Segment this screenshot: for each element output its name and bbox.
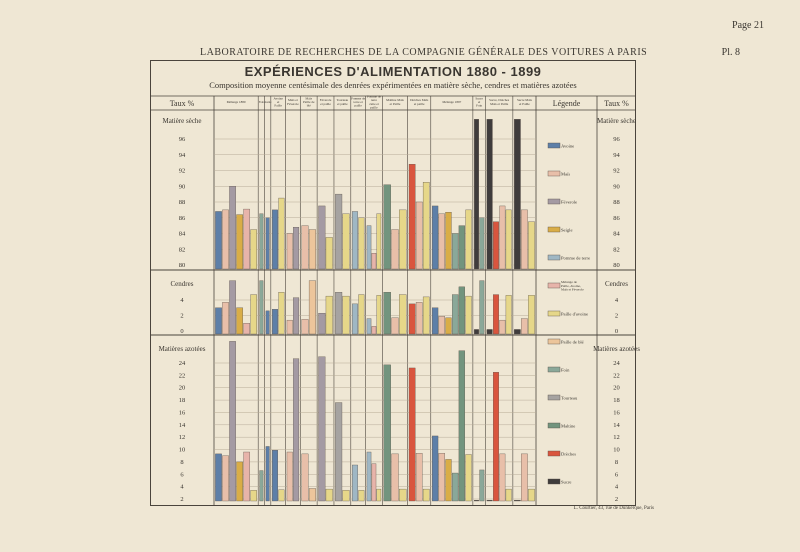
bar [215, 454, 221, 501]
right-tick-label: 90 [613, 183, 620, 191]
bar [359, 218, 365, 269]
bar [459, 287, 465, 334]
bar [528, 222, 534, 269]
printer-credit: L. Courtier, 43, rue de Dunkerque, Paris [573, 506, 654, 511]
bar [506, 489, 512, 501]
bar [287, 234, 293, 270]
bar [352, 304, 358, 334]
bar [266, 218, 270, 269]
legend-swatch [548, 423, 560, 428]
bar [302, 454, 309, 501]
group-label: Maïs Paille de blé [302, 96, 315, 108]
bar [487, 329, 493, 334]
group-label: Sucre, Drèches Maïs et Paille [489, 98, 510, 106]
bar [266, 311, 270, 334]
bar [452, 473, 458, 501]
bar [423, 297, 429, 334]
right-panel-name: Matière sèche [596, 117, 637, 125]
legend-label: Foin [561, 367, 570, 373]
right-tick-label: 2 [614, 312, 619, 320]
bar [222, 210, 228, 269]
left-tick-label: 16 [178, 409, 186, 417]
left-tick-label: 92 [178, 167, 186, 175]
bar [423, 489, 429, 501]
bar [446, 459, 452, 501]
bar [251, 295, 257, 334]
bar [319, 206, 326, 269]
bar [487, 500, 493, 501]
bar [446, 318, 452, 334]
left-tick-label: 0 [180, 328, 184, 335]
bar [279, 198, 285, 269]
bar [493, 222, 499, 269]
bar [335, 292, 342, 334]
left-tick-label: 80 [178, 262, 186, 269]
bar [266, 446, 270, 501]
right-tick-label: 18 [613, 397, 620, 405]
bar [352, 465, 358, 501]
bar [474, 119, 479, 269]
bar [480, 281, 485, 334]
right-tick-label: 10 [613, 446, 620, 454]
left-tick-label: 2 [180, 496, 184, 503]
bar [367, 452, 371, 501]
right-tick-label: 0 [614, 328, 619, 335]
bar [279, 490, 285, 501]
legend-swatch [548, 143, 560, 148]
bar [521, 210, 527, 269]
bar [399, 489, 406, 501]
bar [309, 230, 316, 269]
plate-number: Pl. 8 [721, 47, 740, 58]
bar [493, 295, 499, 334]
bar [480, 470, 485, 501]
right-tick-label: 24 [613, 360, 620, 367]
bar [459, 226, 465, 269]
bar [452, 295, 458, 334]
bar [409, 164, 415, 269]
bar [493, 372, 499, 501]
bar [459, 351, 465, 501]
bar [392, 230, 399, 269]
bar [260, 281, 264, 334]
left-tick-label: 86 [178, 214, 186, 222]
bar [287, 320, 293, 334]
right-tick-label: 82 [613, 246, 620, 254]
page-number: Page 21 [732, 20, 764, 31]
bar [521, 319, 527, 334]
left-tick-label: 4 [180, 297, 184, 304]
bar [272, 210, 278, 269]
right-tick-label: 92 [613, 167, 620, 175]
bar [359, 295, 365, 334]
right-tick-label: 14 [613, 421, 620, 429]
left-tick-label: 82 [178, 246, 186, 254]
legend-swatch [548, 395, 560, 400]
group-label: Pomme de terre cuite et paille [366, 94, 381, 110]
left-panel-name: Matières azotées [158, 345, 206, 353]
right-tick-label: 4 [614, 483, 619, 491]
bar [244, 323, 250, 334]
right-axis-header: Taux % [604, 99, 629, 108]
bar [319, 357, 326, 501]
group-label: Avoine et Paille [273, 96, 283, 108]
left-tick-label: 84 [178, 230, 186, 238]
left-axis-header: Taux % [169, 99, 195, 108]
left-tick-label: 90 [178, 183, 186, 191]
bar [352, 211, 358, 269]
bar [319, 313, 326, 334]
bar [367, 319, 371, 334]
bar [326, 296, 333, 334]
left-tick-label: 2 [180, 312, 184, 320]
left-panel-name: Matière sèche [162, 117, 202, 125]
bar [416, 202, 422, 269]
right-tick-label: 16 [613, 409, 620, 417]
bar [439, 214, 445, 269]
bar [528, 489, 534, 501]
bar [466, 210, 472, 269]
bar [384, 292, 391, 334]
bar [416, 453, 422, 501]
bar [409, 304, 415, 334]
legend-title: Légende [552, 99, 581, 108]
legend-swatch [548, 255, 560, 260]
group-label: Drèches Maïs et paille [410, 98, 429, 106]
bar [229, 281, 235, 334]
bar [244, 209, 250, 269]
bar [432, 308, 438, 334]
bar [215, 308, 221, 334]
bar [487, 119, 493, 269]
left-tick-label: 20 [178, 384, 186, 392]
bar [446, 212, 452, 269]
bar [466, 454, 472, 501]
bar [423, 182, 429, 269]
bar [416, 302, 422, 334]
legend-label: Maïs [561, 171, 571, 177]
bar [399, 295, 406, 334]
legend-swatch [548, 227, 560, 232]
bar [302, 319, 309, 334]
legend-swatch [548, 451, 560, 456]
right-tick-label: 22 [613, 372, 620, 380]
bar [309, 488, 316, 501]
legend-swatch [548, 199, 560, 204]
legend-label: Tourteau [561, 395, 578, 401]
bar [372, 464, 376, 501]
legend-label: Pomme de terre [561, 255, 591, 261]
left-tick-label: 14 [178, 421, 186, 429]
bar [335, 194, 342, 269]
bar [439, 453, 445, 501]
right-tick-label: 94 [613, 151, 620, 159]
right-tick-label: 80 [613, 262, 620, 269]
bar [236, 308, 242, 334]
bar [272, 450, 278, 501]
bar [222, 302, 228, 334]
left-tick-label: 10 [178, 446, 186, 454]
bar [432, 206, 438, 269]
right-tick-label: 6 [614, 471, 619, 479]
right-tick-label: 8 [614, 458, 619, 466]
bar [474, 500, 479, 501]
left-panel-name: Cendres [170, 280, 194, 288]
legend-label: Maltine [561, 423, 576, 429]
legend-label: Avoine [561, 143, 575, 149]
right-tick-label: 4 [614, 297, 619, 304]
bar [372, 253, 376, 269]
left-tick-label: 94 [178, 151, 186, 159]
left-tick-label: 4 [180, 483, 184, 491]
bar [432, 436, 438, 501]
legend-swatch [548, 367, 560, 372]
legend-swatch [548, 283, 560, 288]
bar [399, 210, 406, 269]
legend-label: Paille d'avoine [561, 311, 588, 317]
right-tick-label: 84 [613, 230, 620, 238]
left-tick-label: 18 [178, 397, 186, 405]
left-tick-label: 12 [178, 434, 186, 442]
bar [215, 211, 221, 269]
bar [343, 296, 350, 334]
bar [251, 490, 257, 501]
bar [272, 309, 278, 334]
left-tick-label: 22 [178, 372, 186, 380]
bar [372, 326, 376, 334]
bar [514, 500, 520, 501]
bar [452, 234, 458, 270]
bar [287, 452, 293, 501]
bar [367, 226, 371, 269]
bar [377, 214, 381, 269]
group-label: Mélange 1897 [442, 100, 462, 104]
group-label: Avoine [263, 101, 272, 104]
bar [229, 341, 235, 501]
right-tick-label: 88 [613, 199, 620, 206]
bar [500, 206, 506, 269]
bar [236, 462, 242, 501]
bar [293, 298, 299, 334]
right-tick-label: 96 [613, 136, 620, 143]
bar [500, 454, 506, 501]
bar [251, 230, 257, 269]
group-label: Sucre et Foin [475, 96, 483, 108]
bar [244, 452, 250, 501]
bar [236, 215, 242, 269]
group-label: Féverole et paille [319, 98, 332, 106]
bar [326, 489, 333, 501]
chart-title: EXPÉRIENCES D'ALIMENTATION 1880 - 1899 [244, 64, 542, 79]
bar [326, 237, 333, 269]
bar [384, 365, 391, 501]
right-panel-name: Cendres [605, 280, 628, 288]
right-tick-label: 12 [613, 434, 620, 442]
legend-swatch [548, 479, 560, 484]
group-label: Foin [258, 101, 264, 104]
right-tick-label: 20 [613, 384, 620, 392]
laboratory-header: LABORATOIRE DE RECHERCHES DE LA COMPAGNIE GÉNÉRALE DES VOITURES A PARIS [200, 47, 648, 58]
bar [279, 292, 285, 334]
bar [335, 403, 342, 501]
group-label: Tourteau et paille [336, 98, 349, 106]
right-tick-label: 2 [614, 496, 619, 503]
bar [392, 454, 399, 501]
legend-swatch [548, 311, 560, 316]
legend-label: Paille de blé [561, 339, 584, 345]
group-label: Maltine Maïs et Paille [386, 98, 404, 106]
bar [514, 329, 520, 334]
bar [260, 471, 264, 501]
bar [506, 210, 512, 269]
bar [521, 454, 527, 501]
bar [293, 227, 299, 269]
bar [474, 329, 479, 334]
group-label: Pomme de terre et paille [351, 96, 366, 108]
left-tick-label: 24 [178, 360, 186, 367]
legend-swatch [548, 339, 560, 344]
legend-label: Mélange de Paille, Avoine, Maïs et Féverole [561, 280, 584, 292]
bar [514, 119, 520, 269]
legend-label: Seigle [561, 227, 573, 233]
group-label: Sucre Maïs et Paille [516, 98, 532, 106]
left-tick-label: 6 [180, 471, 184, 479]
bar [466, 296, 472, 334]
bar [222, 456, 228, 501]
bar [343, 214, 350, 269]
legend-swatch [548, 171, 560, 176]
bar [229, 186, 235, 269]
bar [384, 185, 391, 269]
bar [377, 295, 381, 334]
bar [343, 490, 350, 501]
bar [260, 214, 264, 269]
bar [309, 281, 316, 334]
left-tick-label: 88 [178, 199, 186, 206]
bar [359, 490, 365, 501]
left-tick-label: 8 [180, 458, 184, 466]
group-label: Maïs et Féverole [287, 98, 299, 106]
legend-label: Sucre [561, 479, 572, 485]
legend-label: Féverole [561, 199, 578, 205]
bar [409, 368, 415, 501]
chart-subtitle: Composition moyenne centésimale des denrées expérimentées en matière sèche, cendres et matières azotées [209, 80, 577, 90]
bar [377, 489, 381, 501]
left-tick-label: 96 [178, 136, 186, 143]
legend-label: Drèches [561, 451, 577, 457]
bar [302, 226, 309, 269]
bar [480, 218, 485, 269]
bar [500, 320, 506, 334]
bar [392, 318, 399, 334]
bar [506, 295, 512, 334]
bar [439, 316, 445, 334]
right-tick-label: 86 [613, 214, 620, 222]
group-label: Mélange 1880 [226, 100, 246, 104]
bar [528, 295, 534, 334]
bar [293, 359, 299, 501]
right-panel-name: Matières azotées [593, 345, 640, 353]
